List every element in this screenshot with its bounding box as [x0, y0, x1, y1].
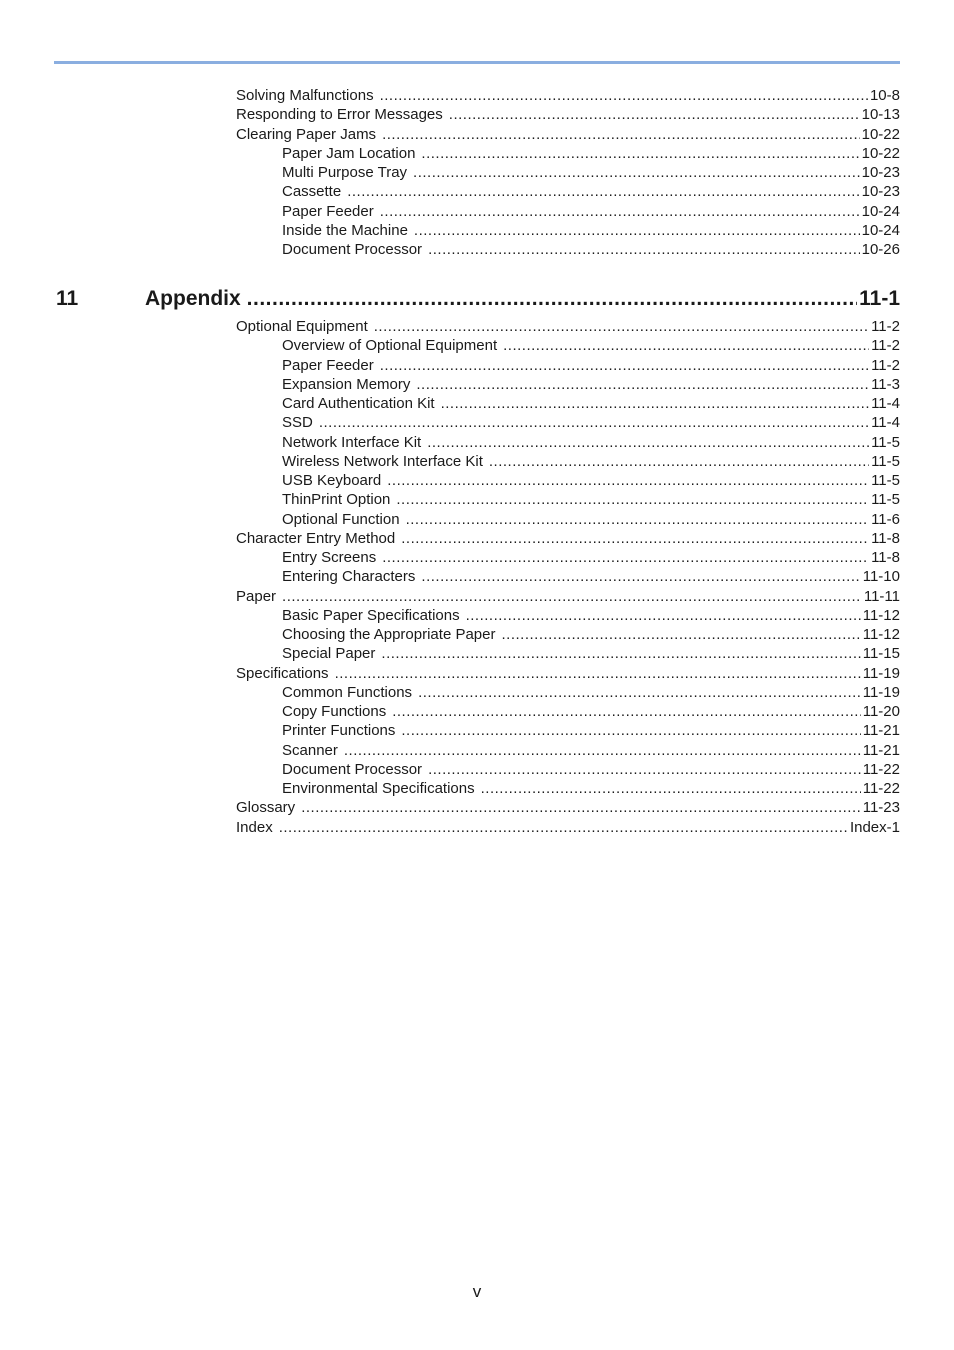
toc-entry-title: Cassette — [282, 183, 342, 201]
toc-subsection-entry[interactable] — [282, 221, 900, 240]
toc-subsection-entry[interactable] — [282, 683, 900, 702]
dot-leader — [382, 548, 869, 567]
toc-entry-page: 11-2 — [871, 356, 900, 374]
chapter-page: 11-1 — [859, 287, 900, 310]
toc-subsection-entry[interactable] — [282, 644, 900, 663]
toc-entry-page: 11-20 — [862, 703, 900, 720]
dot-leader — [392, 702, 861, 721]
toc-entry-title: Optional Function — [282, 510, 400, 528]
toc-entry-title: Responding to Error Messages — [236, 106, 443, 124]
toc-entry-page: 11-4 — [871, 414, 900, 432]
dot-leader — [503, 336, 869, 355]
toc-entry-title: Paper Feeder — [282, 202, 374, 220]
toc-entry-page: 11-12 — [862, 626, 900, 643]
dot-leader — [441, 394, 869, 413]
toc-entry-title: Glossary — [236, 799, 296, 817]
toc-entry-page: 11-15 — [862, 645, 900, 663]
toc-entry-title: Environmental Specifications — [282, 780, 475, 797]
dot-leader — [406, 510, 870, 529]
toc-subsection-entry[interactable] — [282, 356, 900, 375]
toc-subsection-entry[interactable] — [282, 548, 900, 567]
dot-leader — [501, 625, 860, 644]
toc-entry-title: Clearing Paper Jams — [236, 125, 377, 143]
toc-entry-page: 10-8 — [869, 87, 900, 104]
toc-entry-title: Expansion Memory — [282, 375, 411, 393]
toc-entry-page: 11-12 — [862, 606, 900, 624]
toc-subsection-entry[interactable] — [282, 721, 900, 740]
toc-subsection-entry[interactable] — [282, 625, 900, 644]
toc-entry-title: ThinPrint Option — [282, 491, 391, 509]
toc-section-entry[interactable] — [236, 798, 900, 817]
dot-leader — [449, 105, 860, 124]
toc-entry-title: Document Processor — [282, 241, 423, 258]
dot-leader — [247, 287, 857, 311]
toc-subsection-entry[interactable] — [282, 567, 900, 586]
toc-entry-title: Multi Purpose Tray — [282, 164, 408, 181]
dot-leader — [279, 818, 848, 837]
toc-entry-title: Card Authentication Kit — [282, 395, 435, 412]
toc-section-entry[interactable] — [236, 317, 900, 336]
toc-entry-title: Specifications — [236, 664, 329, 682]
toc-entry-page: 11-2 — [871, 318, 900, 335]
toc-subsection-entry[interactable] — [282, 144, 900, 163]
toc-subsection-entry[interactable] — [282, 433, 900, 452]
dot-leader — [396, 490, 869, 509]
dot-leader — [401, 721, 860, 740]
toc-entry-page: Index-1 — [849, 818, 900, 836]
toc-entry-page: 11-3 — [871, 375, 900, 393]
toc-section-entry[interactable] — [236, 86, 900, 105]
toc-entry-page: 11-8 — [871, 529, 900, 547]
dot-leader — [374, 317, 869, 336]
toc-entry-page: 11-23 — [862, 799, 900, 817]
toc-entry-title: Solving Malfunctions — [236, 87, 374, 104]
toc-subsection-entry[interactable] — [282, 413, 900, 432]
toc-subsection-entry[interactable] — [282, 452, 900, 471]
toc-entry-page: 10-23 — [861, 183, 900, 201]
dot-leader — [421, 567, 860, 586]
toc-subsection-entry[interactable] — [282, 741, 900, 760]
toc-subsection-entry[interactable] — [282, 779, 900, 798]
toc-section-entry[interactable] — [236, 818, 900, 837]
toc-entry-page: 11-6 — [871, 510, 900, 528]
toc-subsection-entry[interactable] — [282, 394, 900, 413]
toc-entry-page: 10-26 — [861, 241, 900, 258]
dot-leader — [401, 529, 869, 548]
dot-leader — [301, 798, 861, 817]
dot-leader — [282, 587, 862, 606]
toc-entry-page: 11-5 — [871, 491, 900, 509]
toc-entry-page: 10-22 — [861, 125, 900, 143]
toc-section-entry[interactable] — [236, 587, 900, 606]
chapter-number: 11 — [56, 287, 79, 310]
toc-entry-title: Paper Jam Location — [282, 144, 416, 162]
toc-entry-page: 11-11 — [863, 587, 900, 605]
toc-entry-page: 11-2 — [871, 337, 900, 355]
toc-entry-page: 10-13 — [861, 106, 900, 124]
toc-subsection-entry[interactable] — [282, 490, 900, 509]
dot-leader — [387, 471, 869, 490]
toc-section-entry[interactable] — [236, 664, 900, 683]
chapter-heading[interactable] — [56, 287, 900, 313]
toc-entry-title: Choosing the Appropriate Paper — [282, 626, 496, 643]
toc-section-entry[interactable] — [236, 105, 900, 124]
page-number: v — [472, 1282, 482, 1301]
toc-entry-page: 11-5 — [871, 452, 900, 470]
dot-leader — [481, 779, 861, 798]
toc-subsection-entry[interactable] — [282, 240, 900, 259]
toc-entry-title: Common Functions — [282, 683, 413, 701]
dot-leader — [380, 202, 860, 221]
toc-entry-title: Copy Functions — [282, 703, 387, 720]
dot-leader — [319, 413, 869, 432]
toc-subsection-entry[interactable] — [282, 702, 900, 721]
dot-leader — [427, 433, 869, 452]
toc-entry-page: 10-23 — [861, 164, 900, 181]
toc-entry-page: 11-4 — [871, 395, 900, 412]
toc-entry-page: 10-24 — [861, 221, 900, 239]
toc-entry-title: Overview of Optional Equipment — [282, 337, 498, 355]
toc-subsection-entry[interactable] — [282, 760, 900, 779]
toc-entry-title: Paper — [236, 587, 277, 605]
toc-subsection-entry[interactable] — [282, 375, 900, 394]
chapter-title: Appendix — [145, 287, 241, 310]
toc-entry-page: 11-19 — [862, 664, 900, 682]
toc-entry-page: 11-8 — [871, 549, 900, 566]
toc-entry-title: Character Entry Method — [236, 529, 396, 547]
toc-subsection-entry[interactable] — [282, 471, 900, 490]
dot-leader — [381, 644, 860, 663]
dot-leader — [428, 760, 861, 779]
toc-entry-page: 11-22 — [862, 760, 900, 778]
toc-subsection-entry[interactable] — [282, 182, 900, 201]
toc-subsection-entry[interactable] — [282, 163, 900, 182]
toc-entry-page: 11-10 — [862, 568, 900, 586]
toc-entry-page: 11-5 — [871, 433, 900, 451]
toc-entry-title: Document Processor — [282, 760, 423, 778]
toc-entry-title: Printer Functions — [282, 722, 396, 740]
dot-leader — [413, 163, 860, 182]
dot-leader — [344, 741, 861, 760]
toc-section-entry[interactable] — [236, 125, 900, 144]
dot-leader — [414, 221, 860, 240]
dot-leader — [335, 664, 861, 683]
toc-entry-page: 11-21 — [862, 722, 900, 740]
toc-subsection-entry[interactable] — [282, 336, 900, 355]
toc-entry-title: Paper Feeder — [282, 356, 374, 374]
dot-leader — [382, 125, 860, 144]
toc-entry-page: 10-24 — [861, 202, 900, 220]
toc-entry-title: Wireless Network Interface Kit — [282, 452, 483, 470]
toc-entry-title: Basic Paper Specifications — [282, 606, 460, 624]
toc-entry-title: Special Paper — [282, 645, 376, 663]
dot-leader — [428, 240, 860, 259]
dot-leader — [466, 606, 861, 625]
toc-entry-title: SSD — [282, 414, 313, 432]
toc-entry-page: 11-5 — [871, 472, 900, 489]
toc-section-entry[interactable] — [236, 529, 900, 548]
toc-subsection-entry[interactable] — [282, 202, 900, 221]
header-rule — [54, 61, 900, 64]
toc-subsection-entry[interactable] — [282, 510, 900, 529]
dot-leader — [416, 375, 869, 394]
toc-entry-title: Inside the Machine — [282, 221, 408, 239]
dot-leader — [347, 182, 859, 201]
toc-entry-title: Index — [236, 818, 273, 836]
toc-entry-title: Entering Characters — [282, 568, 416, 586]
dot-leader — [418, 683, 861, 702]
toc-entry-title: Scanner — [282, 741, 338, 759]
toc-entry-page: 11-22 — [862, 780, 900, 797]
toc-entry-title: Network Interface Kit — [282, 433, 422, 451]
dot-leader — [380, 86, 868, 105]
toc-entry-page: 10-22 — [861, 144, 900, 162]
dot-leader — [421, 144, 859, 163]
dot-leader — [380, 356, 869, 375]
toc-entry-title: Entry Screens — [282, 549, 377, 566]
dot-leader — [489, 452, 869, 471]
toc-subsection-entry[interactable] — [282, 606, 900, 625]
toc-entry-title: Optional Equipment — [236, 318, 368, 335]
toc-entry-page: 11-21 — [862, 741, 900, 759]
toc-entry-page: 11-19 — [862, 683, 900, 701]
toc-entry-title: USB Keyboard — [282, 472, 382, 489]
